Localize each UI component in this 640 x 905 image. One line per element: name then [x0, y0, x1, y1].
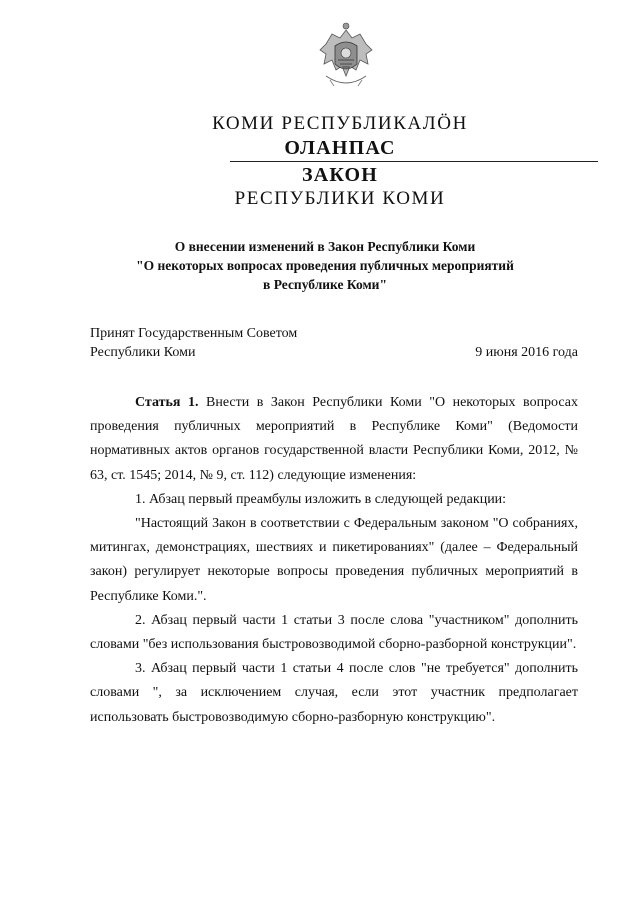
header-republic-komi: РЕСПУБЛИКИ КОМИ — [234, 188, 446, 209]
article-item-2: 2. Абзац первый части 1 статьи 3 после слова "участником" дополнить словами "без использования быстровозводимой сборно-разборной конструкции". — [90, 612, 578, 653]
adoption-date: 9 июня 2016 года — [475, 345, 578, 360]
article-intro-text: Внести в Закон Республики Коми "О некоторых вопросах проведения публичных мероприятий в Республике Коми" (Ведомости нормативных актов органов государственной власти Республики Коми, 2012, № 63, ст. 1545; 2014, № 9, ст. 112) следующие изменения: — [90, 395, 579, 483]
header-komi-republic: КОМИ РЕСПУБЛИКАЛÖН — [212, 113, 468, 134]
adoption-block — [90, 324, 297, 362]
law-title — [100, 237, 550, 294]
article-item-1-quote: "Настоящий Закон в соответствии с Федеральным законом "О собраниях, митингах, демонстрациях, шествиях и пикетированиях" (далее – Федеральный закон) регулирует некоторые вопросы проведения публичных мероприятий в Республике Коми.". — [90, 516, 578, 604]
law-title-line-2: "О некоторых вопросах проведения публичных мероприятий — [136, 258, 514, 273]
adoption-line-2: Республики Коми — [90, 345, 196, 360]
header-divider — [230, 161, 598, 162]
header-zakon: ЗАКОН — [301, 164, 379, 186]
law-title-line-3: в Республике Коми" — [263, 277, 387, 292]
article-body — [90, 391, 578, 730]
law-title-line-1: О внесении изменений в Закон Республики Коми — [174, 239, 476, 254]
article-item-3: 3. Абзац первый части 1 статьи 4 после слов "не требуется" дополнить словами ", за исключением случая, если этот участник предполагает использовать быстровозводимую сборно-разборную конструкцию". — [90, 661, 578, 725]
coat-of-arms-emblem-icon — [316, 20, 376, 92]
article-number: Статья 1. — [135, 395, 199, 410]
adoption-line-1: Принят Государственным Советом — [90, 326, 298, 341]
article-item-1: 1. Абзац первый преамбулы изложить в следующей редакции: — [135, 491, 507, 507]
header-olanpas: ОЛАНПАС — [284, 137, 396, 159]
article-intro-paragraph — [90, 391, 578, 488]
